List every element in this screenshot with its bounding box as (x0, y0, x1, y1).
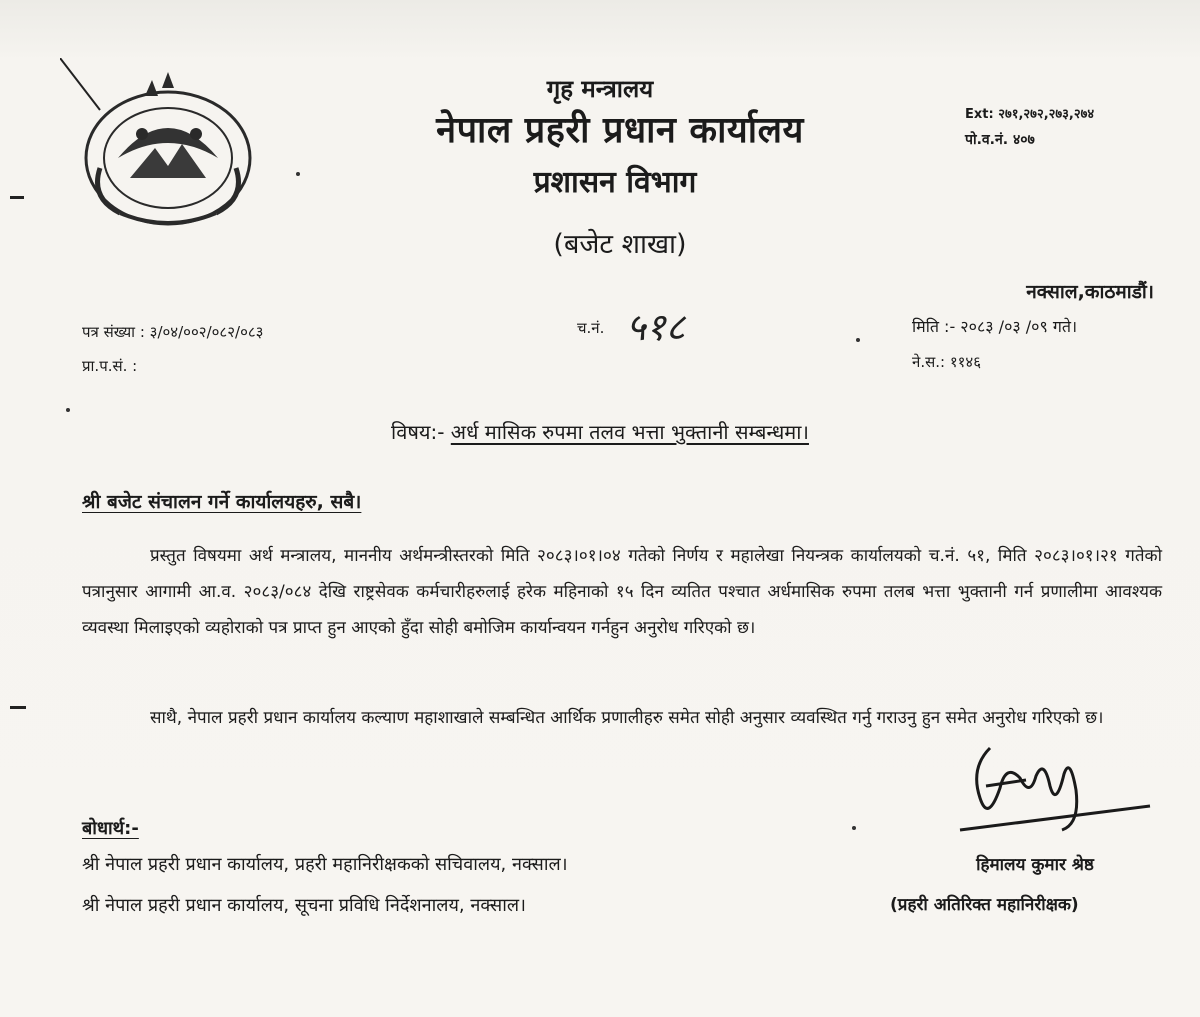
subject-label: विषय:- (391, 420, 445, 444)
handwritten-signature (940, 728, 1160, 838)
scan-dot (296, 172, 300, 176)
subject-line (0, 418, 1200, 445)
subject-text: अर्ध मासिक रुपमा तलव भत्ता भुक्तानी सम्बन्धमा। (450, 420, 809, 444)
ministry-name: गृह मन्त्रालय (546, 75, 654, 103)
po-box: पो.व.नं. ४०७ (965, 132, 1035, 148)
dispatch-number-handwritten: ५१८ (626, 305, 686, 349)
scan-dot (856, 338, 860, 342)
cc-item: श्री नेपाल प्रहरी प्रधान कार्यालय, प्रहरी महानिरीक्षकको सचिवालय, नक्साल। (82, 854, 568, 875)
signatory-rank: (प्रहरी अतिरिक्त महानिरीक्षक) (890, 895, 1079, 915)
body-paragraph-2: साथै, नेपाल प्रहरी प्रधान कार्यालय कल्याण महाशाखाले सम्बन्धित आर्थिक प्रणालीहरु समेत सोही अनुसार व्यवस्थित गर्नु गराउनु हुन समेत अनुरोध गरिएको छ। (150, 708, 1104, 728)
dispatch-number-label: च.नं. (577, 319, 605, 337)
cc-label: बोधार्थ:- (82, 818, 139, 839)
section-name: (बजेट शाखा) (553, 229, 687, 260)
scan-mark (10, 196, 24, 199)
body-paragraph-1: प्रस्तुत विषयमा अर्थ मन्त्रालय, माननीय अर्थमन्त्रीस्तरको मिति २०८३।०१।०४ गतेको निर्णय र महालेखा नियन्त्रक कार्यालयको च.नं. ५१, मिति २०८३।०१।२१ गतेको पत्रानुसार आगामी आ.व. २०८३/०८४ देखि राष्ट्रसेवक कर्मचारीहरुलाई हरेक महिनाको १५ दिन व्यतित पश्चात अर्धमासिक रुपमा तलब भत्ता भुक्तानी गर्न प्रणालीमा आवश्यक व्यवस्था मिलाइएको व्यहोराको पत्र प्राप्त हुन आएको हुँदा सोही बमोजिम कार्यान्वयन गर्नहुन अनुरोध गरिएको छ। (82, 546, 1162, 638)
letter-number: पत्र संख्या : ३/०४/००२/०८२/०८३ (82, 323, 264, 341)
signatory-name: हिमालय कुमार श्रेष्ठ (976, 855, 1094, 875)
phone-extensions: Ext: २७१,२७२,२७३,२७४ (965, 107, 1095, 122)
letter-date: मिति :- २०८३ /०३ /०९ गते। (912, 317, 1078, 336)
prapa-number: प्रा.प.सं. : (82, 357, 138, 375)
office-name: नेपाल प्रहरी प्रधान कार्यालय (436, 110, 804, 151)
cc-item: श्री नेपाल प्रहरी प्रधान कार्यालय, सूचना प्रविधि निर्देशनालय, नक्साल। (82, 895, 526, 916)
nepal-sambat-date: ने.स.: ११४६ (912, 353, 982, 371)
office-location: नक्साल,काठमाडौं। (1026, 281, 1154, 303)
addressee: श्री बजेट संचालन गर्ने कार्यालयहरु, सबै। (82, 491, 362, 513)
scan-mark (10, 706, 26, 709)
scan-dot (66, 408, 70, 412)
department-name: प्रशासन विभाग (533, 165, 697, 200)
scan-dot (852, 826, 856, 830)
